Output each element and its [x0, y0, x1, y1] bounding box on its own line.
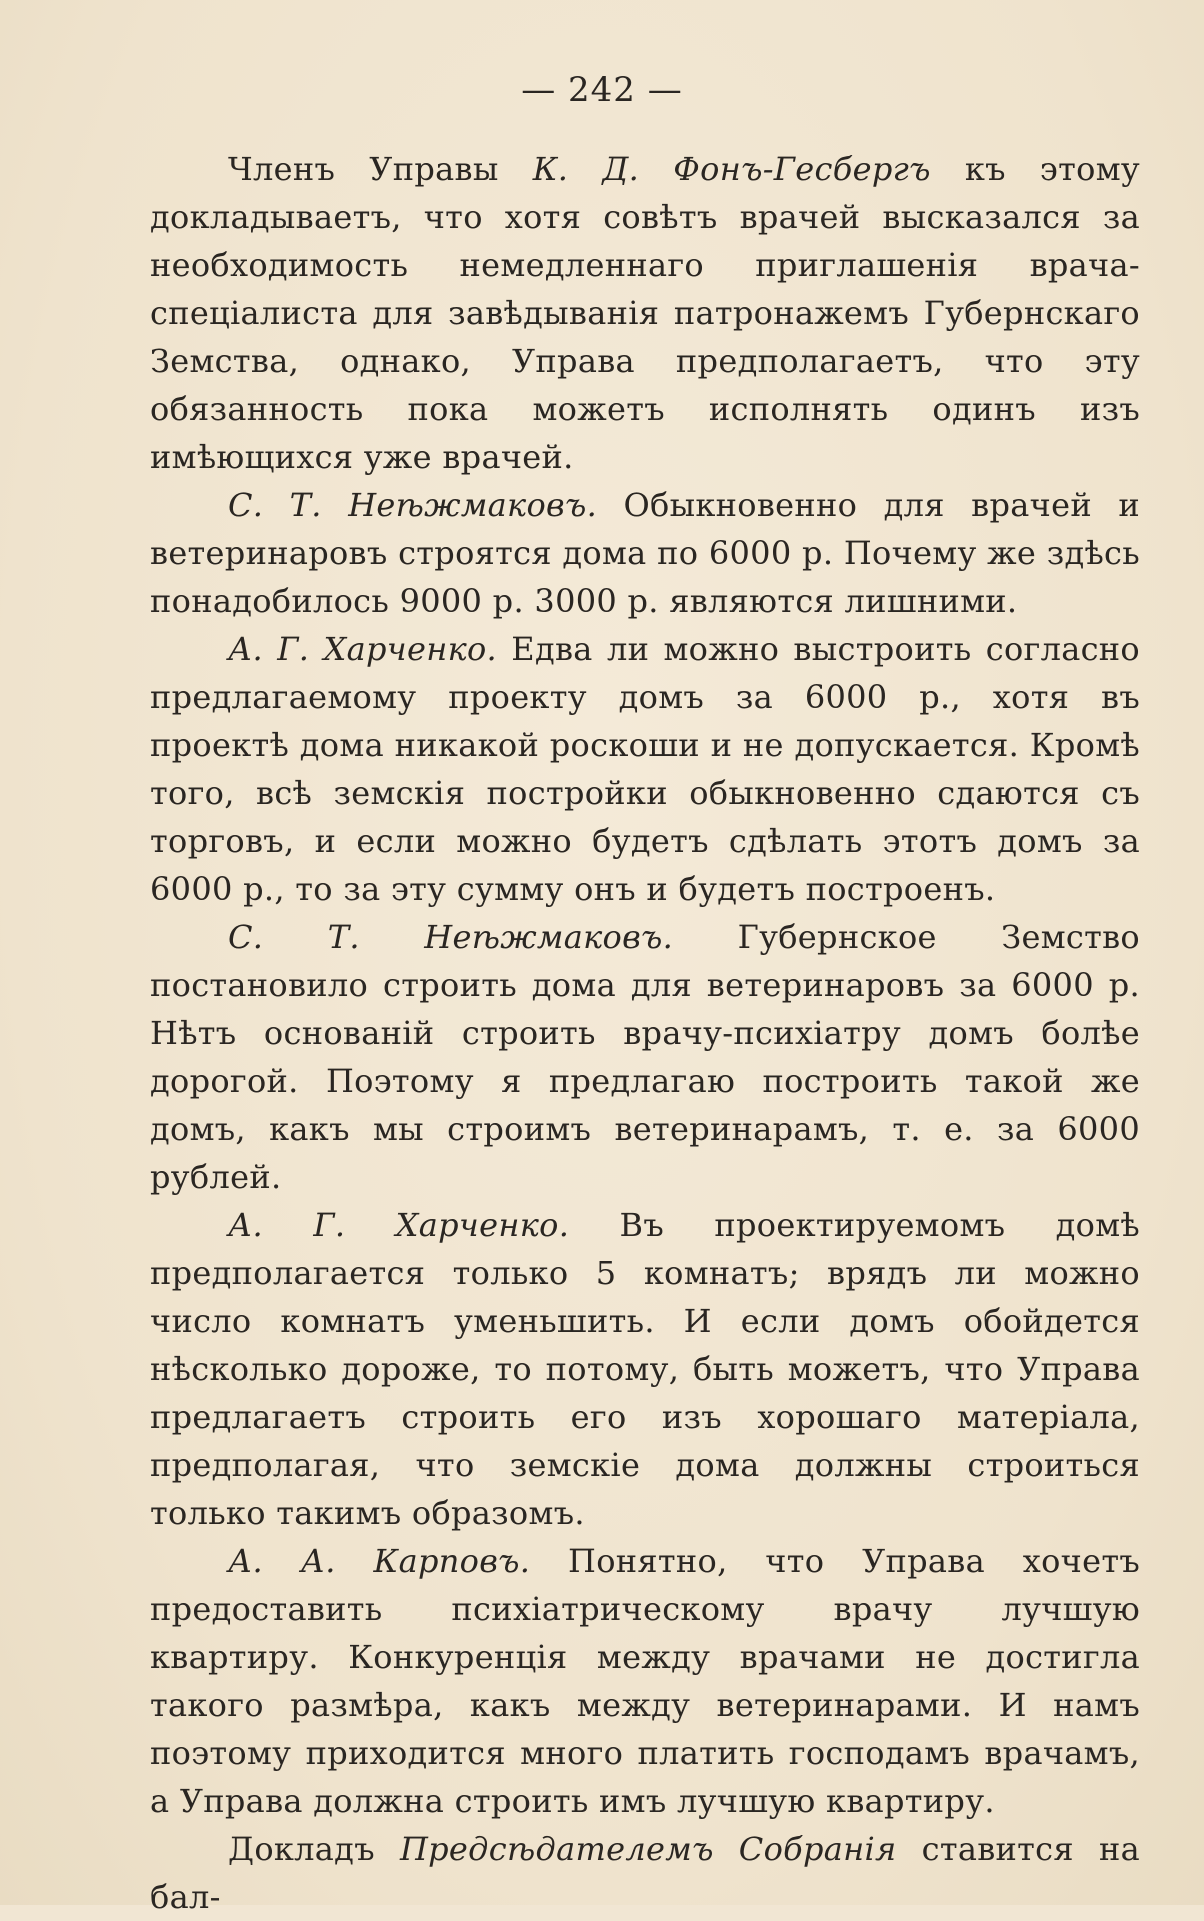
paragraph-1-after: къ этому докладываетъ, что хотя совѣтъ врачей высказался за необходимость немедленнаго приглашенія врача-спеціалиста для завѣдыванія патронажемъ Губернскаго Земства, однако, Управа предполагаетъ, что эту обязанность пока можетъ исполнять одинъ изъ имѣющихся уже врачей. [150, 150, 1141, 476]
paragraph-7-after: ставится на бал- [150, 1830, 1140, 1916]
paragraph-2-speaker: С. Т. Неѣжмаковъ. [228, 486, 598, 524]
page-content [150, 145, 1140, 1921]
paragraph-1 [150, 145, 1140, 481]
page-number [0, 70, 1204, 110]
paragraph-7 [150, 1825, 1140, 1921]
paragraph-6-text: Понятно, что Управа хочетъ предоставить психіатрическому врачу лучшую квартиру. Конкуренція между врачами не достигла такого размѣра, какъ между ветеринарами. И намъ поэтому приходится много платить господамъ врачамъ, а Управа должна строить имъ лучшую квартиру. [150, 1542, 1141, 1820]
paragraph-5 [150, 1201, 1140, 1537]
paragraph-3-speaker: А. Г. Харченко. [228, 630, 498, 668]
paragraph-1-emphasis: К. Д. Фонъ-Гесбергъ [532, 150, 931, 188]
paragraph-3 [150, 625, 1140, 913]
paragraph-4-speaker: С. Т. Неѣжмаковъ. [228, 918, 674, 956]
paragraph-1-before: Членъ Управы [228, 150, 533, 188]
paragraph-5-speaker: А. Г. Харченко. [228, 1206, 570, 1244]
paragraph-2 [150, 481, 1140, 625]
paragraph-3-text: Едва ли можно выстроить согласно предлагаемому проекту домъ за 6000 р., хотя въ проектѣ дома никакой роскоши и не допускается. Кромѣ того, всѣ земскія постройки обыкновенно сдаются съ торговъ, и если можно будетъ сдѣлать этотъ домъ за 6000 р., то за эту сумму онъ и будетъ построенъ. [150, 630, 1140, 908]
paragraph-7-before: Докладъ [228, 1830, 400, 1868]
paragraph-5-text: Въ проектируемомъ домѣ предполагается только 5 комнатъ; врядъ ли можно число комнатъ уменьшить. И если домъ обойдется нѣсколько дороже, то потому, быть можетъ, что Управа предлагаетъ строить его изъ хорошаго матеріала, предполагая, что земскіе дома должны строиться только такимъ образомъ. [150, 1206, 1141, 1532]
page-number-text: — 242 — [521, 70, 683, 110]
paragraph-2-text: Обыкновенно для врачей и ветеринаровъ строятся дома по 6000 р. Почему же здѣсь понадобилось 9000 р. 3000 р. являются лишними. [150, 486, 1140, 620]
paragraph-6 [150, 1537, 1140, 1825]
paragraph-4 [150, 913, 1140, 1201]
paragraph-7-emphasis: Предсѣдателемъ Собранія [399, 1830, 897, 1868]
paragraph-6-speaker: А. А. Карповъ. [228, 1542, 531, 1580]
paragraph-4-text: Губернское Земство постановило строить дома для ветеринаровъ за 6000 р. Нѣтъ основаній строить врачу-психіатру домъ болѣе дорогой. Поэтому я предлагаю построить такой же домъ, какъ мы строимъ ветеринарамъ, т. е. за 6000 рублей. [150, 918, 1140, 1196]
